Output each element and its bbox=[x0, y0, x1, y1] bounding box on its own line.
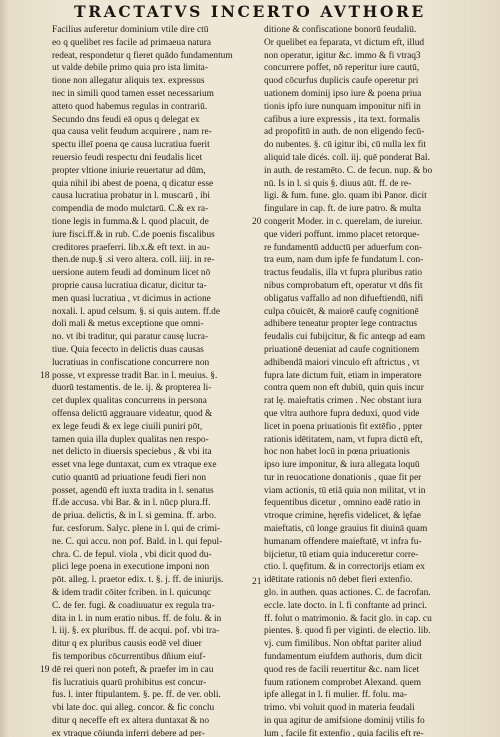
text-line: vj. cum fimilibus. Non obftat pariter aliud bbox=[264, 639, 422, 650]
text-line: feudalis cui fubijcitur, & fic anteqp ad eam bbox=[264, 332, 426, 343]
text-line: lum , facile fit extenfio , quia facilis eft re- bbox=[264, 728, 424, 737]
text-line: noxali. l. apud celsum. §. si quis autem. ff.de bbox=[52, 306, 221, 317]
text-line: compendia de modo mulctarū. C.& ex ra- bbox=[52, 204, 209, 215]
text-line: cafibus a iure expressis , ita text. formalis bbox=[264, 114, 420, 125]
text-line: Facilius auferetur dominium vtile dire ctū bbox=[52, 25, 209, 35]
text-line: chra. C. de fepul. viola , vbi dicit quod du- bbox=[52, 549, 212, 560]
text-line: non operatur, igitur &c. immo & fi vtraq3 bbox=[264, 50, 421, 61]
text-line: lucratiuas in confiscatione concurrere non bbox=[52, 357, 210, 368]
right-text-column bbox=[264, 24, 476, 737]
text-line: then.de nup.§ .si vero altera. coll. iiij. in re- bbox=[52, 255, 215, 266]
text-line: nibus comprobatum eft, operatur vt dñs fit bbox=[264, 280, 423, 291]
text-line: vtroque crimine, hęrefis videlicet, & lęfae bbox=[264, 511, 421, 522]
text-line: adhibere teneatur propter lege contractus bbox=[264, 319, 418, 330]
text-line: iure fisci.ff.& in rub. C.de poenis fiscalibus bbox=[52, 229, 215, 240]
marginal-number: 20 bbox=[252, 217, 262, 227]
text-line: ne. C. qui accu. non pof. Bald. in l. qui fepul- bbox=[52, 536, 223, 547]
text-line: hoc non habet locū in pœna priuationis bbox=[264, 447, 410, 458]
text-line: quod cōcurfus duplicis caufe operetur pri bbox=[264, 76, 419, 87]
text-line: humanam offendere maieftatē, vt infra fu- bbox=[264, 536, 422, 547]
text-line: creditores praeferri. lib.x.& eft text. in au- bbox=[52, 242, 210, 253]
page-gutter-shadow bbox=[0, 0, 10, 737]
text-line: l. iij. §. ex pluribus. ff. de acqui. pof. vbi tra- bbox=[52, 626, 220, 637]
text-line: tiue. Quia fececto in delictis duas causas bbox=[52, 344, 204, 355]
text-line: dē rei queri non poteft, & praefer im in cau bbox=[52, 664, 214, 675]
text-line: posse, vt expresse tradit Bar. in l. meuius. §. bbox=[52, 370, 218, 381]
text-line: ipfe allegat in l. fi mulier. ff. folu. ma- bbox=[264, 690, 408, 701]
text-line: quod res de facili reuertitur &c. nam licet bbox=[264, 664, 420, 675]
text-line: posset, agendū eft iuxta tradita in l. senatus bbox=[52, 485, 214, 496]
text-line: ditur q ex pluribus causis eodē vel diuer bbox=[52, 639, 202, 650]
text-line: vbi late doc. qui alleg. concor. & fic conclu bbox=[52, 703, 215, 714]
text-line: propter vltione iniurie reuertatur ad dūm, bbox=[52, 165, 206, 176]
text-line: atteto quod habemus regulas in contrariū. bbox=[52, 101, 208, 112]
running-head: TRACTATVS INCERTO AVTHORE bbox=[74, 2, 426, 21]
marginal-number: 21 bbox=[252, 577, 262, 587]
text-line: duorū testamentis. de le. ij. & propterea li- bbox=[52, 383, 212, 394]
text-line: spectu illeī poena qe causa lucratiua fuerit bbox=[52, 140, 210, 151]
text-line: ut valde debile primo quia pro ista limita- bbox=[52, 63, 208, 74]
text-line: tionis ipfo iure nunquam imponitur nifi in bbox=[264, 101, 421, 112]
left-text-column bbox=[52, 24, 262, 737]
text-line: fis lucratiuis quarū prohibitus est concur- bbox=[52, 677, 207, 688]
marginal-number: 18 bbox=[40, 371, 50, 381]
text-line: pientes. §. quod fi per viginti. de electio. lib. bbox=[264, 626, 431, 637]
text-line: fundamentum eiufdem authoris, dum dicit bbox=[264, 652, 423, 663]
text-line: priuationē deueniat ad caufe cognitionem bbox=[264, 344, 420, 355]
text-line: uersione autem feudi ad dominum licet nō bbox=[52, 268, 211, 279]
text-line: reuersio feudi respectu dni feudalis licet bbox=[52, 152, 203, 163]
text-line: que videri poffunt. immo placet retorque- bbox=[264, 229, 420, 240]
text-line: uationem dominij ipso iure & poena priua bbox=[264, 88, 422, 99]
text-line: fus. l. inter ftipulantem. §. pe. ff. de ver. obli. bbox=[52, 690, 221, 701]
text-line: eccle. late docto. in l. fi conftante ad princi. bbox=[264, 600, 427, 611]
text-line: Secundo dns feudi eā opus q delegat ex bbox=[52, 114, 200, 125]
text-line: proprie causa lucratiua dicatur, dicitur ta- bbox=[52, 280, 207, 291]
text-line: doli mali & metus exceptione que omni- bbox=[52, 319, 204, 330]
text-line: offensa delictū aggrauare videatur, quod & bbox=[52, 408, 213, 419]
text-line: tractus feudalis, illa vt fupra pluribus ratio bbox=[264, 268, 423, 279]
text-line: trimo. vbi voluit quod in materia feudali bbox=[264, 703, 415, 714]
text-line: tamen quia illa duplex qualitas nen respo- bbox=[52, 434, 209, 445]
text-line: ipso iure imponitur, & iura allegata loquū bbox=[264, 460, 420, 471]
text-line: aliquid tale dicés. coll. iij. quē ponderat Bal. bbox=[264, 152, 430, 163]
text-line: cet duplex qualitas concurrens in persona bbox=[52, 396, 207, 407]
text-line: re fundamentū adductū per aduerfum con- bbox=[264, 242, 423, 253]
text-line: causa lucratiua probatur in l. muscarū , ibi bbox=[52, 191, 211, 202]
text-line: no. vt ibi traditur, qui paratur causę lucra- bbox=[52, 332, 209, 343]
text-line: glo. in authen. quas actiones. C. de facrofan. bbox=[264, 588, 431, 599]
text-line: viam actionis, tū etiā quia non militat, vt in bbox=[264, 485, 426, 496]
text-line: net delicto in diuersis speciebus , & vbi ita bbox=[52, 447, 212, 458]
text-line: eo q quelibet res facile ad primaeua natura bbox=[52, 37, 212, 48]
text-line: fupra late dictum fuit, etiam in imperatore bbox=[264, 370, 422, 381]
text-line: fuum rationem comprobet Alexand. quem bbox=[264, 677, 421, 688]
text-line: nec in simili quod tamen esset necessarium bbox=[52, 88, 214, 99]
text-line: idētitate rationis nō debet fieri extenfio. bbox=[264, 575, 413, 586]
text-line: tione non allegatur aliquis tex. expressus bbox=[52, 76, 205, 87]
text-line: adhibendā maiori vinculo eft aftrictus , vt bbox=[264, 357, 420, 368]
text-line: obligatus vaffallo ad non difueftiendū, nifi bbox=[264, 293, 424, 304]
text-line: concurrere poffet, nō reperitur iure cautū, bbox=[264, 63, 420, 74]
text-line: rat lę. maieftatis crimen . Nec obstant iura bbox=[264, 396, 422, 407]
text-line: ff.de accusa. vbi Bar. & in l. nūcp plura.ff. bbox=[52, 498, 211, 509]
text-line: fur. cesforum. Salyc. plene in l. qui de crimi- bbox=[52, 524, 221, 535]
text-line: nū. Is in l. si quis §. diuus aūt. ff. de re- bbox=[264, 178, 412, 189]
text-line: fis temporibus cōcurrentibus dñium eiuf- bbox=[52, 652, 206, 663]
text-line: tur in reuocatione donationis , quae fit per bbox=[264, 472, 422, 483]
text-line: in qua agitur de amifsione dominij vtilis fo bbox=[264, 716, 425, 727]
text-line: Or quelibet ea feparata, vt dictum eft, illud bbox=[264, 37, 425, 48]
text-line: tra eum, nam dum ipfe fe fundatum l. con- bbox=[264, 255, 424, 266]
text-line: pōt. alleg. l. praetor edix. t. §. j. ff. de iniurijs. bbox=[52, 575, 224, 586]
text-line: ditur q neceffe eft ex altera duntaxat & no bbox=[52, 716, 210, 727]
text-line: C. de fer. fugi. & coadiuuatur ex regula tra- bbox=[52, 600, 215, 611]
text-line: fingulare in cap. ft. de iure patro. & multa bbox=[264, 204, 421, 215]
text-line: rationis idētitatem, nam, vt fupra dictū eft, bbox=[264, 434, 423, 445]
text-line: que vltra authore fupra deduxi, quod vide bbox=[264, 408, 420, 419]
text-line: quia nihil ibi abest de poena, q dicatur esse bbox=[52, 178, 214, 189]
text-line: tione legis in fumma.& l. quod placuit, de bbox=[52, 216, 209, 227]
text-line: redeat, respondetur q fieret quādo fundamentum bbox=[52, 50, 233, 61]
text-line: dita in l. in num eratio nibus. ff. de folu. & in bbox=[52, 613, 222, 624]
text-line: cutio quantū ad priuatione feudi fieri non bbox=[52, 472, 207, 483]
text-line: de priua. delictis, & in l. si gemina. ff. arbo. bbox=[52, 511, 217, 522]
text-line: fequentibus dicetur , omnino eadē ratio in bbox=[264, 498, 421, 509]
text-line: congerit Moder. in c. querelam, de iureiur. bbox=[264, 216, 423, 227]
text-line: & idem tradit cōiter fcriben. in l. quicunqc bbox=[52, 588, 212, 599]
text-line: ad propofitū in auth. de non eligendo fecū- bbox=[264, 127, 425, 138]
text-line: ligi. & fum. fune. glo. quam ibi Panor. dicit bbox=[264, 191, 427, 202]
text-line: culpa cōuicēt, & maiorē caufę cognitionē bbox=[264, 306, 419, 317]
text-line: men quasi lucratiua , vt dicimus in actione bbox=[52, 293, 211, 304]
text-line: plici lege poena in executione imponi non bbox=[52, 562, 210, 573]
text-line: licet in poena priuationis fit extēfio , ppter bbox=[264, 421, 423, 432]
text-line: ex vtraque cōiunda inferri debere ad per- bbox=[52, 728, 205, 737]
text-line: ditione & confiscatione bonorū feudaliū. bbox=[264, 25, 417, 35]
text-line: ff. folut o matrimonio. & facit glo. in cap. cu bbox=[264, 613, 432, 624]
text-line: bijcietur, tū etiam quia induceretur corre- bbox=[264, 549, 419, 560]
text-line: in auth. de restamēto. C. de fecun. nup. & bo bbox=[264, 165, 433, 176]
text-line: contra quem non eft dubiū, quin quis incur bbox=[264, 383, 424, 394]
text-line: do nubentes. §. cū igitur ibi, cū nulla lex fit bbox=[264, 140, 426, 151]
text-line: ex lege feudi & ex lege ciuili puniri pōt, bbox=[52, 421, 203, 432]
text-line: ctio. l. quęfitum. & in correctorijs etiam ex bbox=[264, 562, 425, 573]
text-line: esset vna lege duntaxat, cum ex vtraque exe bbox=[52, 460, 217, 471]
text-line: qua causa velit feudum acquirere , nam re- bbox=[52, 127, 212, 138]
text-line: maieftatis, cū longe grauius fit diuinā quam bbox=[264, 524, 428, 535]
marginal-number: 19 bbox=[40, 665, 50, 675]
